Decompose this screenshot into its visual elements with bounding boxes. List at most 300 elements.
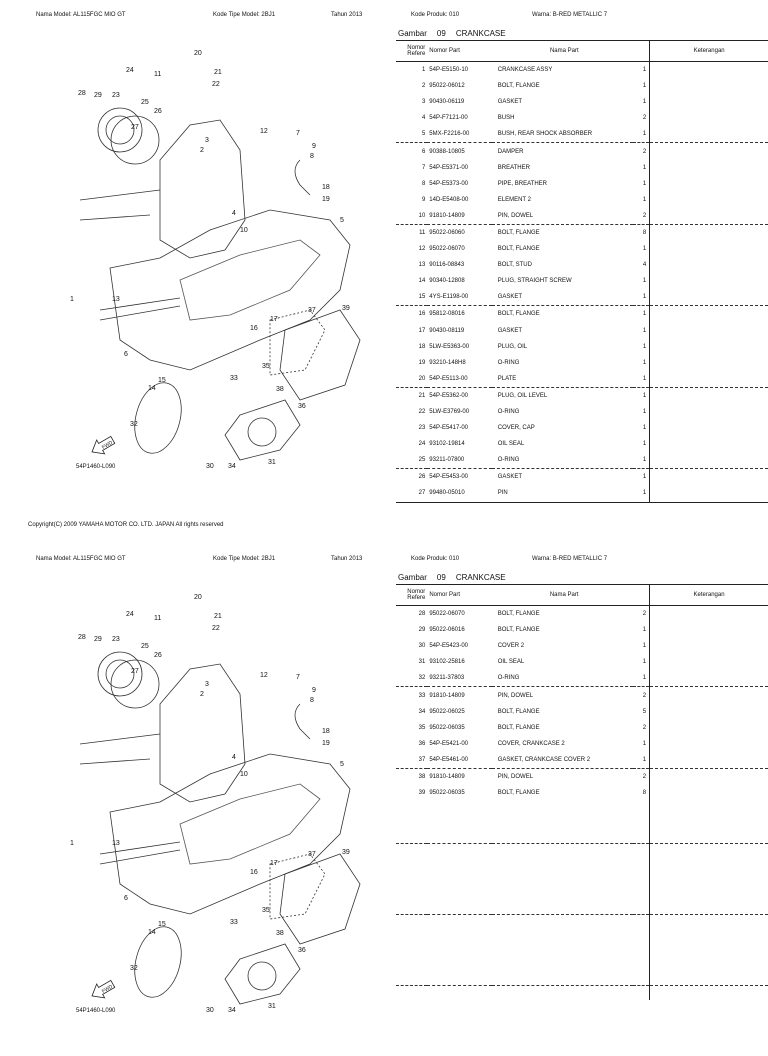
copyright-notice: Copyright(C) 2009 YAMAHA MOTOR CO. LTD. JAPAN All rights reserved — [28, 522, 224, 528]
part-ref-cell: 39 — [418, 790, 426, 797]
remarks-cell — [650, 704, 768, 720]
callout-24: 24 — [126, 67, 134, 74]
quantity-cell: 8 — [633, 785, 650, 801]
column-header-name: Nama Part — [492, 41, 633, 62]
part-number-cell: 54P-E5461-00 — [429, 756, 469, 763]
part-ref-cell: 28 — [418, 611, 426, 618]
table-row — [396, 289, 768, 306]
side-cover-outline — [225, 400, 300, 460]
callout-14: 14 — [148, 929, 156, 936]
callout-34: 34 — [228, 1007, 236, 1014]
callout-22: 22 — [212, 625, 220, 632]
table-row — [396, 224, 768, 241]
callout-15: 15 — [158, 921, 166, 928]
empty-cell — [492, 971, 633, 986]
parts-table-body — [396, 62, 768, 503]
part-number-cell: 5LW-E3769-00 — [429, 409, 470, 416]
column-header-part-no: Nomor Part — [427, 41, 491, 62]
callout-33: 33 — [230, 919, 238, 926]
part-number-cell: 95022-06012 — [429, 83, 465, 90]
empty-cell — [633, 844, 650, 859]
callout-20: 20 — [194, 50, 202, 57]
part-ref-cell: 16 — [396, 306, 427, 323]
part-number-cell: 90340-12808 — [429, 278, 465, 285]
empty-cell — [650, 915, 768, 930]
empty-cell — [396, 858, 427, 872]
product-code: Kode Produk: 010 — [411, 12, 460, 18]
empty-cell — [633, 829, 650, 844]
part-number-cell: 90430-06119 — [429, 99, 465, 106]
empty-cell — [650, 829, 768, 844]
part-ref-cell: 21 — [396, 387, 427, 404]
empty-cell — [492, 900, 633, 915]
table-row-empty — [396, 886, 768, 900]
crankcase-outline — [110, 210, 350, 370]
quantity-cell: 5 — [633, 704, 650, 720]
table-row — [396, 436, 768, 452]
empty-cell — [492, 844, 633, 859]
empty-cell — [492, 886, 633, 900]
callout-33: 33 — [230, 375, 238, 382]
part-number-cell: 14D-E5408-00 — [429, 196, 469, 203]
part-name-cell: COVER 2 — [497, 643, 525, 650]
quantity-cell: 2 — [633, 768, 650, 785]
empty-cell — [492, 915, 633, 930]
empty-cell — [492, 872, 633, 886]
callout-8: 8 — [310, 697, 314, 704]
remarks-cell — [650, 371, 768, 388]
column-header-ref: Nomor Refere — [396, 585, 427, 606]
part-number-cell: 54P-E5371-00 — [429, 164, 468, 171]
callout-32: 32 — [130, 965, 138, 972]
forward-arrow-icon — [88, 433, 117, 459]
table-row — [396, 452, 768, 469]
remarks-cell — [650, 323, 768, 339]
model-type-code: Kode Tipe Model: 2BJ1 — [213, 556, 276, 562]
part-name-cell: BOLT, FLANGE — [492, 306, 633, 323]
quantity-cell: 2 — [633, 143, 650, 160]
callout-17: 17 — [270, 860, 278, 867]
part-ref-cell: 3 — [421, 99, 426, 106]
quantity-cell: 1 — [633, 192, 650, 208]
empty-cell — [427, 957, 491, 971]
part-ref-cell: 38 — [396, 768, 427, 785]
empty-cell — [427, 900, 491, 915]
part-number-cell: 95022-06016 — [429, 627, 465, 634]
callout-1: 1 — [70, 840, 74, 847]
remarks-cell — [650, 687, 768, 704]
table-row-empty — [396, 872, 768, 886]
callout-1: 1 — [70, 296, 74, 303]
remarks-cell — [650, 78, 768, 94]
empty-cell — [633, 858, 650, 872]
empty-cell — [650, 900, 768, 915]
remarks-cell — [650, 752, 768, 769]
part-ref-cell: 25 — [418, 457, 426, 464]
table-row-empty — [396, 900, 768, 915]
empty-cell — [633, 986, 650, 1001]
part-ref-cell: 31 — [418, 659, 426, 666]
empty-cell — [650, 801, 768, 815]
crank-cover-inner — [106, 660, 134, 688]
callout-5: 5 — [340, 217, 344, 224]
part-number-cell: 5MX-F2216-00 — [429, 131, 470, 138]
part-ref-cell: 36 — [418, 740, 426, 747]
part-number-cell: 91810-14809 — [427, 687, 491, 704]
part-name-cell: PIN, DOWEL — [492, 768, 633, 785]
empty-cell — [396, 886, 427, 900]
callout-18: 18 — [322, 184, 330, 191]
part-name-cell: PIPE, BREATHER — [497, 180, 547, 187]
part-number-cell: 5LW-E5363-00 — [429, 343, 470, 350]
callout-29: 29 — [94, 636, 102, 643]
cover-gasket — [270, 854, 325, 919]
oring-large — [127, 378, 188, 459]
quantity-cell: 2 — [633, 110, 650, 126]
part-number-cell: 90388-10805 — [427, 143, 491, 160]
callout-6: 6 — [124, 351, 128, 358]
callout-38: 38 — [276, 930, 284, 937]
part-name-cell: BOLT, FLANGE — [497, 724, 540, 731]
part-name-cell: GASKET — [492, 469, 633, 486]
part-name-cell: PLUG, STRAIGHT SCREW — [497, 278, 572, 285]
part-number-cell: 54P-E5373-00 — [429, 180, 468, 187]
empty-cell — [492, 929, 633, 943]
callout-10: 10 — [240, 771, 248, 778]
part-name-cell: PLUG, OIL — [497, 343, 528, 350]
forward-arrow-label: FWD — [101, 983, 114, 995]
callout-14: 14 — [148, 385, 156, 392]
empty-cell — [396, 844, 427, 859]
empty-cell — [427, 943, 491, 957]
catalog-page-2 — [0, 544, 768, 1056]
part-number-cell: 4YS-E1198-00 — [429, 294, 469, 301]
table-row — [396, 110, 768, 126]
empty-cell — [650, 844, 768, 859]
product-code: Kode Produk: 010 — [411, 556, 460, 562]
part-number-cell: 93210-148H8 — [429, 359, 466, 366]
empty-cell — [650, 815, 768, 829]
table-row-empty — [396, 929, 768, 943]
part-ref-cell: 9 — [421, 196, 426, 203]
remarks-cell — [650, 126, 768, 143]
part-name-cell: GASKET — [497, 327, 523, 334]
remarks-cell — [650, 160, 768, 176]
callout-35: 35 — [262, 907, 270, 914]
quantity-cell: 1 — [633, 420, 650, 436]
empty-cell — [396, 915, 427, 930]
quantity-cell: 1 — [633, 371, 650, 388]
part-number-cell: 93211-07800 — [429, 457, 465, 464]
callout-7: 7 — [296, 130, 300, 137]
remarks-cell — [650, 404, 768, 420]
part-ref-cell: 6 — [396, 143, 427, 160]
callout-25: 25 — [141, 643, 149, 650]
empty-cell — [492, 801, 633, 815]
part-ref-cell: 17 — [418, 327, 426, 334]
table-row-empty — [396, 829, 768, 844]
callout-32: 32 — [130, 421, 138, 428]
column-header-ref: Nomor Refere — [396, 41, 427, 62]
callout-34: 34 — [228, 463, 236, 470]
callout-27: 27 — [131, 124, 139, 131]
empty-cell — [650, 943, 768, 957]
remarks-cell — [650, 670, 768, 687]
quantity-cell: 4 — [633, 257, 650, 273]
table-row — [396, 339, 768, 355]
quantity-cell: 1 — [633, 289, 650, 306]
quantity-cell: 1 — [633, 387, 650, 404]
column-header-name: Nama Part — [492, 585, 633, 606]
table-row — [396, 736, 768, 752]
callout-12: 12 — [260, 128, 268, 135]
empty-cell — [396, 986, 427, 1001]
table-row — [396, 687, 768, 704]
empty-cell — [427, 858, 491, 872]
remarks-cell — [650, 94, 768, 110]
part-name-cell: BUSH, REAR SHOCK ABSORBER — [497, 131, 593, 138]
exploded-parts-diagram — [40, 40, 380, 480]
empty-cell — [633, 915, 650, 930]
callout-9: 9 — [312, 687, 316, 694]
quantity-cell: 1 — [633, 241, 650, 257]
quantity-cell: 2 — [633, 606, 650, 623]
callout-19: 19 — [322, 196, 330, 203]
part-ref-cell: 27 — [396, 485, 427, 502]
callout-4: 4 — [232, 754, 236, 761]
table-row — [396, 404, 768, 420]
quantity-cell: 2 — [633, 720, 650, 736]
part-ref-cell: 29 — [418, 627, 426, 634]
empty-cell — [396, 801, 427, 815]
empty-cell — [650, 858, 768, 872]
part-name-cell: PIN — [492, 485, 633, 502]
empty-cell — [427, 815, 491, 829]
callout-19: 19 — [322, 740, 330, 747]
stud-line — [80, 734, 160, 744]
callout-18: 18 — [322, 728, 330, 735]
parts-table — [396, 40, 768, 503]
empty-cell — [650, 929, 768, 943]
part-name-cell: PIN, DOWEL — [497, 212, 534, 219]
quantity-cell: 1 — [633, 452, 650, 469]
quantity-cell: 1 — [633, 638, 650, 654]
color-name: Warna: B-RED METALLIC 7 — [532, 12, 608, 18]
part-number-cell: 54P-E5362-00 — [427, 387, 491, 404]
crankcase-cover-2 — [280, 854, 360, 944]
crankcase-ribs — [180, 240, 320, 320]
table-row — [396, 355, 768, 371]
quantity-cell: 1 — [633, 355, 650, 371]
remarks-cell — [650, 469, 768, 486]
empty-cell — [650, 872, 768, 886]
quantity-cell: 1 — [633, 78, 650, 94]
table-row-empty — [396, 971, 768, 986]
table-row-empty — [396, 801, 768, 815]
part-name-cell: O-RING — [497, 359, 520, 366]
breather-pipe — [295, 704, 310, 739]
diagram-code: 54P1460-L090 — [76, 464, 116, 470]
remarks-cell — [650, 387, 768, 404]
part-name-cell: BUSH — [497, 115, 515, 122]
remarks-cell — [650, 736, 768, 752]
part-name-cell: ELEMENT 2 — [497, 196, 531, 203]
remarks-cell — [650, 436, 768, 452]
quantity-cell: 2 — [633, 687, 650, 704]
callout-22: 22 — [212, 81, 220, 88]
callout-30: 30 — [206, 1007, 214, 1014]
table-row — [396, 257, 768, 273]
table-row — [396, 176, 768, 192]
callout-30: 30 — [206, 463, 214, 470]
callout-23: 23 — [112, 636, 120, 643]
callout-21: 21 — [214, 69, 222, 76]
part-name-cell: BOLT, FLANGE — [497, 790, 540, 797]
table-row-empty — [396, 986, 768, 1001]
part-name-cell: BOLT, STUD — [497, 262, 532, 269]
empty-cell — [650, 986, 768, 1001]
table-row-empty — [396, 815, 768, 829]
part-number-cell: 54P-E5113-00 — [429, 375, 468, 382]
remarks-cell — [650, 192, 768, 208]
callout-17: 17 — [270, 316, 278, 323]
empty-cell — [492, 943, 633, 957]
part-name-cell: COVER, CRANKCASE 2 — [497, 740, 565, 747]
callout-37: 37 — [308, 307, 316, 314]
part-number-cell: 54P-E5417-00 — [429, 425, 468, 432]
remarks-cell — [650, 654, 768, 670]
part-name-cell: GASKET — [497, 99, 523, 106]
callout-36: 36 — [298, 403, 306, 410]
part-number-cell: 54P-E5421-00 — [429, 740, 469, 747]
column-header-remarks: Keterangan — [650, 585, 768, 606]
callout-21: 21 — [214, 613, 222, 620]
remarks-cell — [650, 768, 768, 785]
callout-16: 16 — [250, 869, 258, 876]
part-name-cell: O-RING — [497, 457, 520, 464]
quantity-cell: 1 — [633, 485, 650, 502]
empty-cell — [633, 943, 650, 957]
table-row — [396, 606, 768, 623]
part-name-cell: GASKET — [497, 294, 523, 301]
empty-cell — [633, 886, 650, 900]
part-name-cell: O-RING — [497, 675, 520, 682]
callout-16: 16 — [250, 325, 258, 332]
crank-cover-inner — [106, 116, 134, 144]
part-ref-cell: 15 — [418, 294, 426, 301]
callout-11: 11 — [154, 71, 162, 78]
part-name-cell: COVER, CAP — [497, 425, 535, 432]
part-ref-cell: 33 — [396, 687, 427, 704]
crankcase-ribs — [180, 784, 320, 864]
cover-gasket — [270, 310, 325, 375]
stud-line — [80, 215, 150, 220]
empty-cell — [633, 801, 650, 815]
empty-cell — [650, 957, 768, 971]
empty-cell — [633, 872, 650, 886]
remarks-cell — [650, 176, 768, 192]
diagram-code: 54P1460-L090 — [76, 1008, 116, 1014]
empty-cell — [633, 815, 650, 829]
remarks-cell — [650, 241, 768, 257]
remarks-cell — [650, 785, 768, 801]
part-name-cell: BOLT, FLANGE — [497, 83, 540, 90]
part-name-cell: GASKET, CRANKCASE COVER 2 — [497, 756, 591, 763]
model-name: Nama Model: AL115FGC MIO GT — [36, 12, 126, 18]
callout-26: 26 — [154, 652, 162, 659]
callout-28: 28 — [78, 634, 86, 641]
table-row — [396, 62, 768, 79]
part-name-cell: PIN, DOWEL — [492, 687, 633, 704]
empty-cell — [492, 815, 633, 829]
part-name-cell: BOLT, FLANGE — [497, 246, 540, 253]
part-ref-cell: 30 — [418, 643, 426, 650]
empty-cell — [427, 971, 491, 986]
callout-31: 31 — [268, 459, 276, 466]
callout-3: 3 — [205, 137, 209, 144]
callout-27: 27 — [131, 668, 139, 675]
empty-cell — [492, 829, 633, 844]
table-row — [396, 622, 768, 638]
stud-line — [80, 759, 150, 764]
empty-cell — [492, 986, 633, 1001]
part-ref-cell: 35 — [418, 724, 426, 731]
table-row — [396, 704, 768, 720]
part-number-cell: 90116-08843 — [429, 262, 465, 269]
oring-large — [127, 922, 188, 1003]
part-name-cell: BOLT, FLANGE — [497, 708, 540, 715]
empty-cell — [492, 957, 633, 971]
part-ref-cell: 32 — [418, 675, 426, 682]
remarks-cell — [650, 143, 768, 160]
part-ref-cell: 7 — [421, 164, 426, 171]
table-row — [396, 126, 768, 143]
part-number-cell: 91810-14809 — [427, 768, 491, 785]
part-number-cell: 93102-25816 — [429, 659, 465, 666]
side-cover-outline — [225, 944, 300, 1004]
empty-cell — [396, 943, 427, 957]
part-number-cell: 95022-06060 — [427, 224, 491, 241]
part-number-cell: 95022-06035 — [429, 724, 465, 731]
callout-13: 13 — [112, 296, 120, 303]
stud-line — [80, 190, 160, 200]
empty-cell — [396, 929, 427, 943]
part-ref-cell: 2 — [421, 83, 426, 90]
table-row — [396, 387, 768, 404]
table-row — [396, 192, 768, 208]
remarks-cell — [650, 289, 768, 306]
remarks-cell — [650, 720, 768, 736]
callout-15: 15 — [158, 377, 166, 384]
remarks-cell — [650, 452, 768, 469]
callout-23: 23 — [112, 92, 120, 99]
part-name-cell: CRANKCASE ASSY — [497, 67, 553, 74]
part-ref-cell: 20 — [418, 375, 426, 382]
quantity-cell: 1 — [633, 752, 650, 769]
part-name-cell: O-RING — [497, 409, 520, 416]
table-row — [396, 273, 768, 289]
table-row-empty — [396, 844, 768, 859]
empty-cell — [492, 858, 633, 872]
part-name-cell: BOLT, FLANGE — [497, 611, 540, 618]
table-row — [396, 654, 768, 670]
quantity-cell: 1 — [633, 62, 650, 79]
callout-7: 7 — [296, 674, 300, 681]
part-ref-cell: 26 — [396, 469, 427, 486]
part-number-cell: 95812-08016 — [427, 306, 491, 323]
callout-38: 38 — [276, 386, 284, 393]
callout-5: 5 — [340, 761, 344, 768]
